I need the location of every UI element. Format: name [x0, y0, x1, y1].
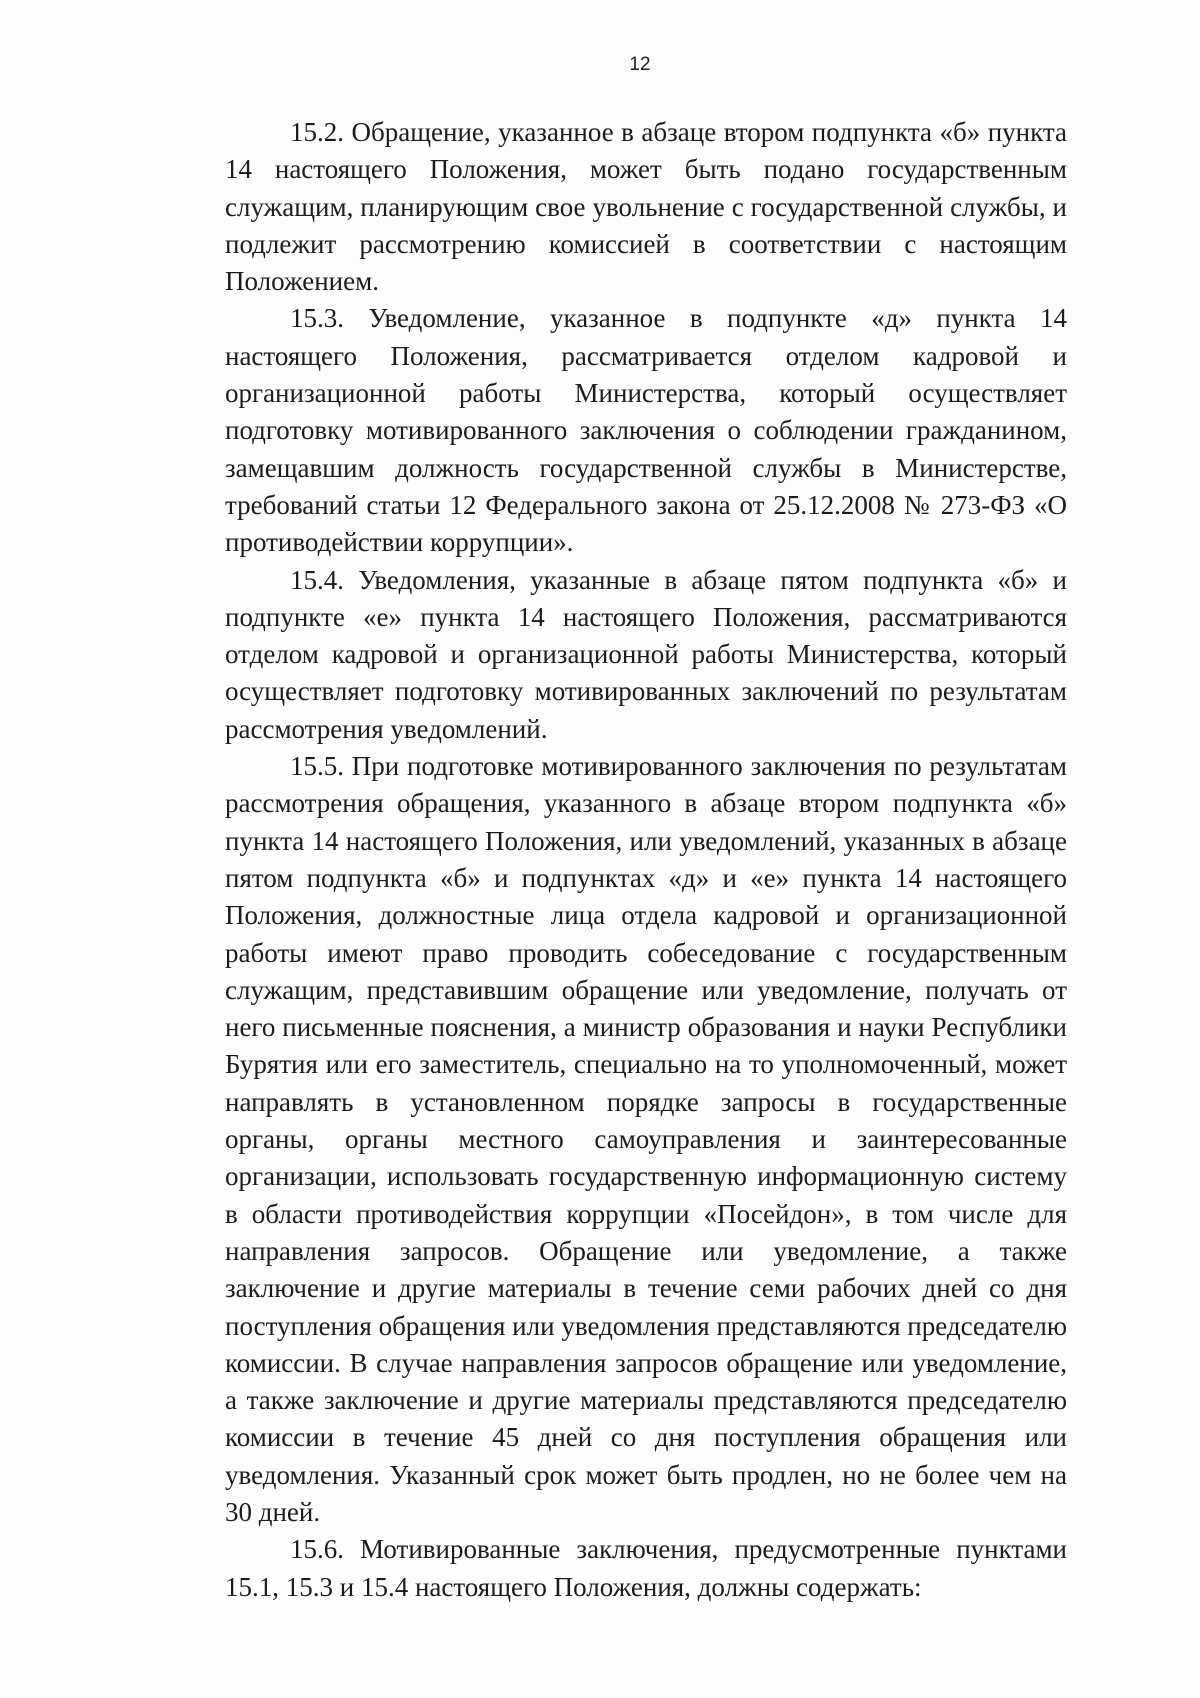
paragraph-15-3: 15.3. Уведомление, указанное в подпункте «д» пункта 14 настоящего Положения, рассматривается отделом кадровой и организационной работы Министерства, который осуществляет подготовку мотивированного заключения о соблюдении гражданином, замещавшим должность государственной службы в Министерстве, требований статьи 12 Федерального закона от 25.12.2008 № 273-ФЗ «О противодействии коррупции».: [225, 303, 1067, 558]
paragraph-15-2: 15.2. Обращение, указанное в абзаце втором подпункта «б» пункта 14 настоящего Положения, может быть подано государственным служащим, планирующим свое увольнение с государственной службы, и подлежит рассмотрению комиссией в соответствии с настоящим Положением.: [225, 117, 1067, 297]
paragraph-15-6: 15.6. Мотивированные заключения, предусмотренные пунктами 15.1, 15.3 и 15.4 настоящего Положения, должны содержать:: [225, 1534, 1067, 1602]
paragraph-15-5: 15.5. При подготовке мотивированного заключения по результатам рассмотрения обращения, указанного в абзаце втором подпункта «б» пункта 14 настоящего Положения, или уведомлений, указанных в абзаце пятом подпункта «б» и подпунктах «д» и «е» пункта 14 настоящего Положения, должностные лица отдела кадровой и организационной работы имеют право проводить собеседование с государственным служащим, представившим обращение или уведомление, получать от него письменные пояснения, а министр образования и науки Республики Бурятия или его заместитель, специально на то уполномоченный, может направлять в установленном порядке запросы в государственные органы, органы местного самоуправления и заинтересованные организации, использовать государственную информационную систему в области противодействия коррупции «Посейдон», в том числе для направления запросов. Обращение или уведомление, а также заключение и другие материалы в течение семи рабочих дней со дня поступления обращения или уведомления представляются председателю комиссии. В случае направления запросов обращение или уведомление, а также заключение и другие материалы представляются председателю комиссии в течение 45 дней со дня поступления обращения или уведомления. Указанный срок может быть продлен, но не более чем на 30 дней.: [225, 751, 1067, 1527]
page-number: 12: [629, 54, 651, 75]
document-body: [225, 114, 1067, 1606]
paragraph-15-4: 15.4. Уведомления, указанные в абзаце пятом подпункта «б» и подпункте «е» пункта 14 настоящего Положения, рассматриваются отделом кадровой и организационной работы Министерства, который осуществляет подготовку мотивированных заключений по результатам рассмотрения уведомлений.: [225, 564, 1067, 744]
